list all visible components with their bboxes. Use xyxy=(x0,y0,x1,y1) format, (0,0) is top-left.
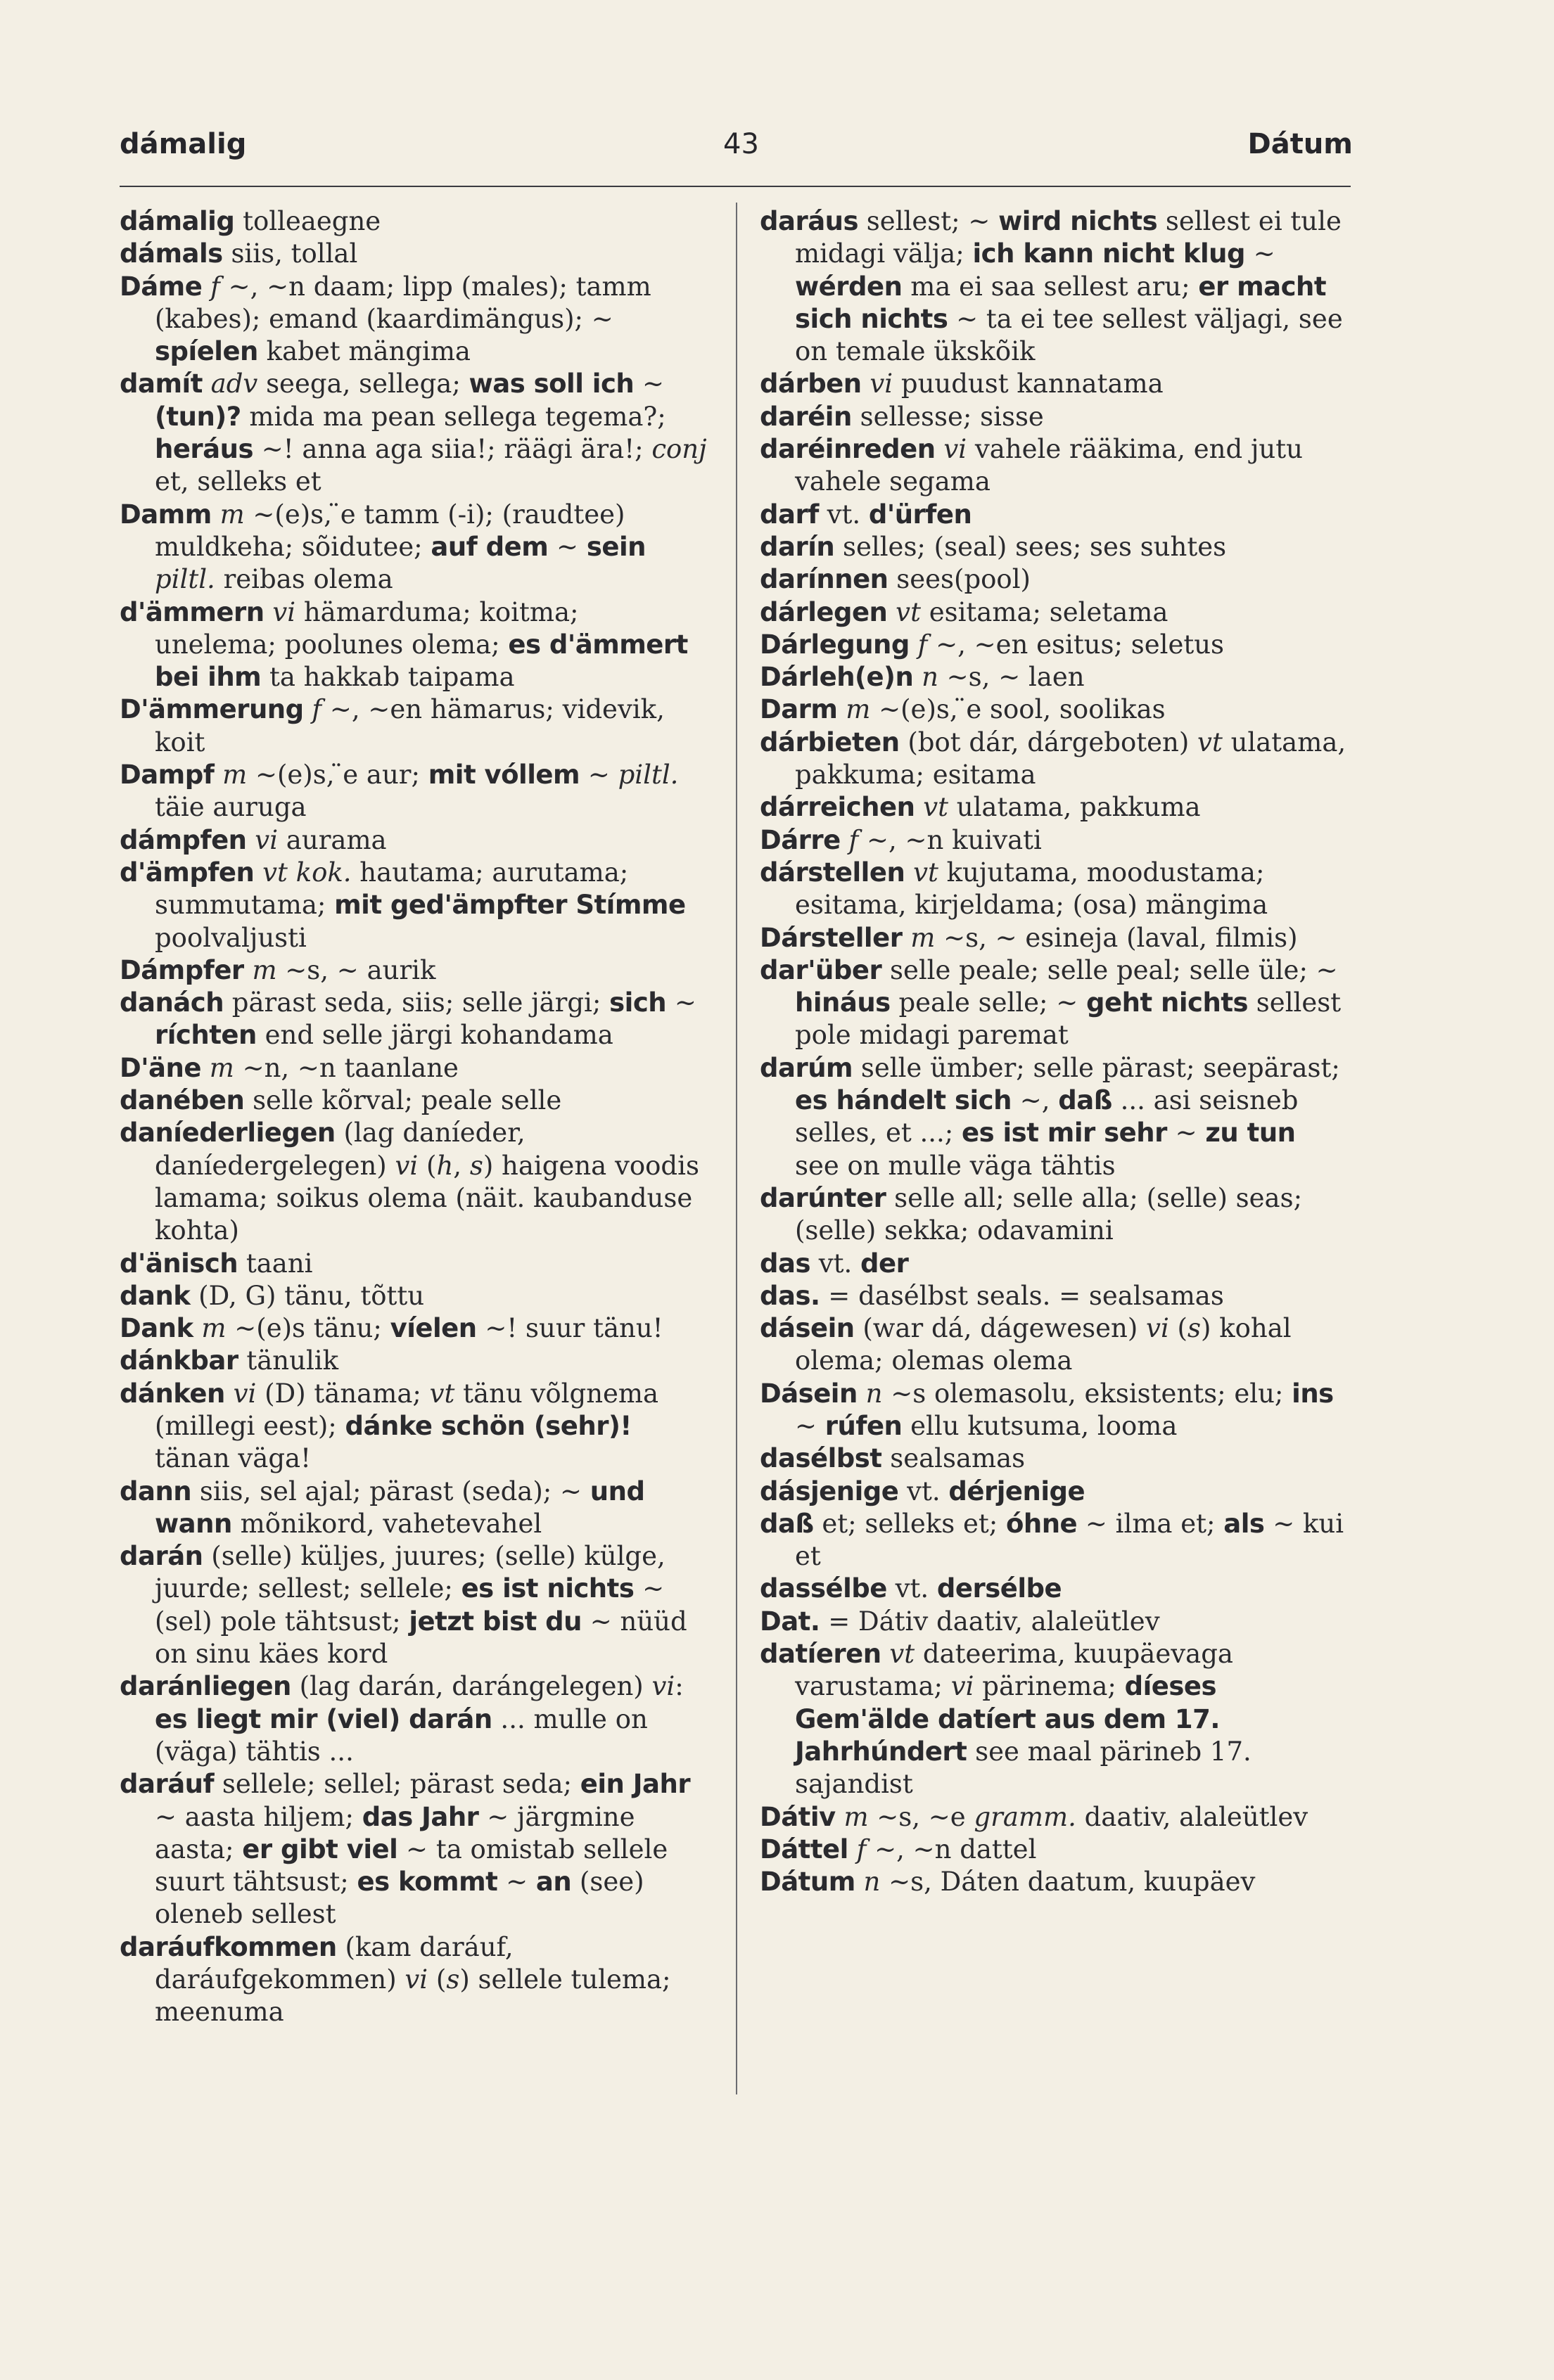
dictionary-entry: Dársteller m ~s, ~ esineja (laval, filmis) xyxy=(760,922,1298,953)
dictionary-entry: Dáme f ~, ~n daam; lipp (males); tamm (kabes); emand (kaardimängus); ~ spíelen kabet mängima xyxy=(120,271,651,367)
dictionary-entry: dárbieten (bot dár, dárgeboten) vt ulatama, pakkuma; esitama xyxy=(760,727,1346,791)
column-divider xyxy=(736,203,737,2094)
dictionary-entry: Damm m ~(e)s, ̈e tamm (-i); (raudtee) muldkeha; sõidutee; auf dem ~ sein piltl. reibas olema xyxy=(120,499,646,595)
dictionary-entry: dánken vi (D) tänama; vt tänu võlgnema (millegi eest); dánke schön (sehr)! tänan väga! xyxy=(120,1378,659,1474)
dictionary-entry: daréin sellesse; sisse xyxy=(760,401,1044,432)
dictionary-entry: daß et; selleks et; óhne ~ ilma et; als ~ kui et xyxy=(760,1508,1344,1572)
dictionary-entry: darán (selle) küljes, juures; (selle) külge, juurde; sellest; sellele; es ist nichts ~ (sel) pole tähtsust; jetzt bist du ~ nüüd on sinu käes kord xyxy=(120,1541,687,1670)
dictionary-entry: Dátiv m ~s, ~e gramm. daativ, alaleütlev xyxy=(760,1801,1308,1832)
dictionary-entry: dárstellen vt kujutama, moodustama; esitama, kirjeldama; (osa) mängima xyxy=(760,857,1268,921)
dictionary-entry: darúm selle ümber; selle pärast; seepärast; es hándelt sich ~, daß ... asi seisneb selles, et ...; es ist mir sehr ~ zu tun see on mulle väga tähtis xyxy=(760,1052,1340,1181)
dictionary-entry: dárreichen vt ulatama, pakkuma xyxy=(760,792,1201,823)
dictionary-entry: daníederliegen (lag daníeder, daníedergelegen) vi (h, s) haigena voodis lamama; soikus olema (näit. kaubanduse kohta) xyxy=(120,1118,699,1246)
dictionary-entry: darínnen sees(pool) xyxy=(760,564,1031,595)
dictionary-entry: Dat. = Dátiv daativ, alaleütlev xyxy=(760,1606,1160,1637)
dictionary-entry: daráufkommen (kam daráuf, daráufgekommen) vi (s) sellele tulema; meenuma xyxy=(120,1931,671,2028)
dictionary-entry: damít adv seega, sellega; was soll ich ~ (tun)? mida ma pean sellega tegema?; heráus ~! anna aga siia!; räägi ära!; conj et, selleks et xyxy=(120,369,707,497)
running-head-right: Dátum xyxy=(1247,128,1353,160)
dictionary-entry: d'änisch taani xyxy=(120,1248,313,1279)
dictionary-entry: danében selle kõrval; peale selle xyxy=(120,1085,562,1116)
dictionary-entry: daréinreden vi vahele rääkima, end jutu vahele segama xyxy=(760,434,1303,497)
dictionary-entry: Dáttel f ~, ~n dattel xyxy=(760,1834,1037,1864)
running-head-left: dámalig xyxy=(120,128,247,160)
dictionary-entry: Darm m ~(e)s, ̈e sool, soolikas xyxy=(760,694,1166,725)
dictionary-entry: dar'über selle peale; selle peal; selle üle; ~ hináus peale selle; ~ geht nichts sellest pole midagi paremat xyxy=(760,954,1342,1051)
dictionary-entry: dásjenige vt. dérjenige xyxy=(760,1476,1085,1506)
dictionary-entry: D'äne m ~n, ~n taanlane xyxy=(120,1052,459,1083)
dictionary-entry: dassélbe vt. dersélbe xyxy=(760,1573,1062,1604)
dictionary-entry: d'ämpfen vt kok. hautama; aurutama; summutama; mit ged'ämpfter Stímme poolvaljusti xyxy=(120,857,686,953)
dictionary-entry: dámalig tolleaegne xyxy=(120,206,381,236)
dictionary-entry: das vt. der xyxy=(760,1248,909,1279)
dictionary-entry: das. = dasélbst seals. = sealsamas xyxy=(760,1280,1224,1311)
dictionary-entry: D'ämmerung f ~, ~en hämarus; videvik, koit xyxy=(120,694,665,757)
dictionary-entry: darín selles; (seal) sees; ses suhtes xyxy=(760,531,1227,562)
dictionary-entry: d'ämmern vi hämarduma; koitma; unelema; poolunes olema; es d'ämmert bei ihm ta hakkab taipama xyxy=(120,596,688,693)
dictionary-entry: dárben vi puudust kannatama xyxy=(760,369,1164,399)
dictionary-entry: darúnter selle all; selle alla; (selle) seas; (selle) sekka; odavamini xyxy=(760,1182,1303,1246)
dictionary-entry: Dárleh(e)n n ~s, ~ laen xyxy=(760,662,1085,693)
left-column xyxy=(120,205,707,2029)
dictionary-entry: dásein (war dá, dágewesen) vi (s) kohal olema; olemas olema xyxy=(760,1313,1292,1376)
dictionary-entry: dasélbst sealsamas xyxy=(760,1443,1026,1474)
dictionary-entry: Dásein n ~s olemasolu, eksistents; elu; ins ~ rúfen ellu kutsuma, looma xyxy=(760,1378,1334,1441)
dictionary-entry: dámpfen vi aurama xyxy=(120,824,387,855)
page-number: 43 xyxy=(723,128,759,160)
dictionary-entry: dámals siis, tollal xyxy=(120,238,358,269)
dictionary-entry: danách pärast seda, siis; selle järgi; sich ~ ríchten end selle järgi kohandama xyxy=(120,987,696,1051)
dictionary-entry: Dank m ~(e)s tänu; víelen ~! suur tänu! xyxy=(120,1313,663,1344)
dictionary-entry: datíeren vt dateerima, kuupäevaga varustama; vi pärinema; díeses Gem'älde datíert aus dem 17. Jahrhúndert see maal pärineb 17. sajandist xyxy=(760,1639,1252,1800)
dictionary-entry: daránliegen (lag darán, darángelegen) vi: es liegt mir (viel) darán ... mulle on (väga) tähtis ... xyxy=(120,1671,684,1767)
dictionary-entry: darf vt. d'ürfen xyxy=(760,499,972,530)
dictionary-entry: Dárre f ~, ~n kuivati xyxy=(760,824,1042,855)
dictionary-entry: daráus sellest; ~ wird nichts sellest ei tule midagi välja; ich kann nicht klug ~ wérden ma ei saa sellest aru; er macht sich nichts ~ ta ei tee sellest väljagi, see on temale ükskõik xyxy=(760,206,1343,367)
right-column xyxy=(760,205,1347,1898)
dictionary-entry: dárlegen vt esitama; seletama xyxy=(760,596,1168,627)
dictionary-entry: Dárlegung f ~, ~en esitus; seletus xyxy=(760,629,1225,660)
header-rule xyxy=(120,186,1351,187)
dictionary-entry: Dampf m ~(e)s, ̈e aur; mit vóllem ~ piltl. täie auruga xyxy=(120,760,679,823)
dictionary-entry: Dátum n ~s, Dáten daatum, kuupäev xyxy=(760,1867,1256,1898)
dictionary-entry: daráuf sellele; sellel; pärast seda; ein Jahr ~ aasta hiljem; das Jahr ~ järgmine aasta; er gibt viel ~ ta omistab sellele suurt tähtsust; es kommt ~ an (see) oleneb sellest xyxy=(120,1769,691,1930)
dictionary-entry: Dámpfer m ~s, ~ aurik xyxy=(120,954,436,985)
dictionary-entry: dank (D, G) tänu, tõttu xyxy=(120,1280,425,1311)
dictionary-entry: dann siis, sel ajal; pärast (seda); ~ und wann mõnikord, vahetevahel xyxy=(120,1476,645,1539)
dictionary-entry: dánkbar tänulik xyxy=(120,1345,339,1376)
